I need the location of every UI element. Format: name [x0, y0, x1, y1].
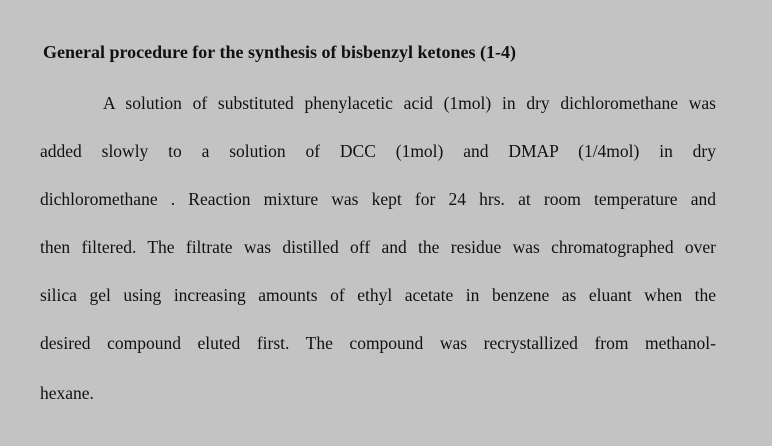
paragraph-line: silica gel using increasing amounts of ethyl acetate in benzene as eluant when the: [40, 285, 716, 305]
paragraph-line: desired compound eluted first. The compound was recrystallized from methanol-: [40, 333, 716, 353]
paragraph-line: added slowly to a solution of DCC (1mol) and DMAP (1/4mol) in dry: [40, 141, 716, 161]
paragraph-line: then filtered. The filtrate was distilled off and the residue was chromatographed over: [40, 237, 716, 257]
paragraph-line: hexane.: [40, 383, 94, 403]
paragraph-line: A solution of substituted phenylacetic acid (1mol) in dry dichloromethane was: [103, 93, 716, 113]
section-heading: General procedure for the synthesis of bisbenzyl ketones (1-4): [43, 42, 516, 62]
paragraph-line: dichloromethane . Reaction mixture was kept for 24 hrs. at room temperature and: [40, 189, 716, 209]
